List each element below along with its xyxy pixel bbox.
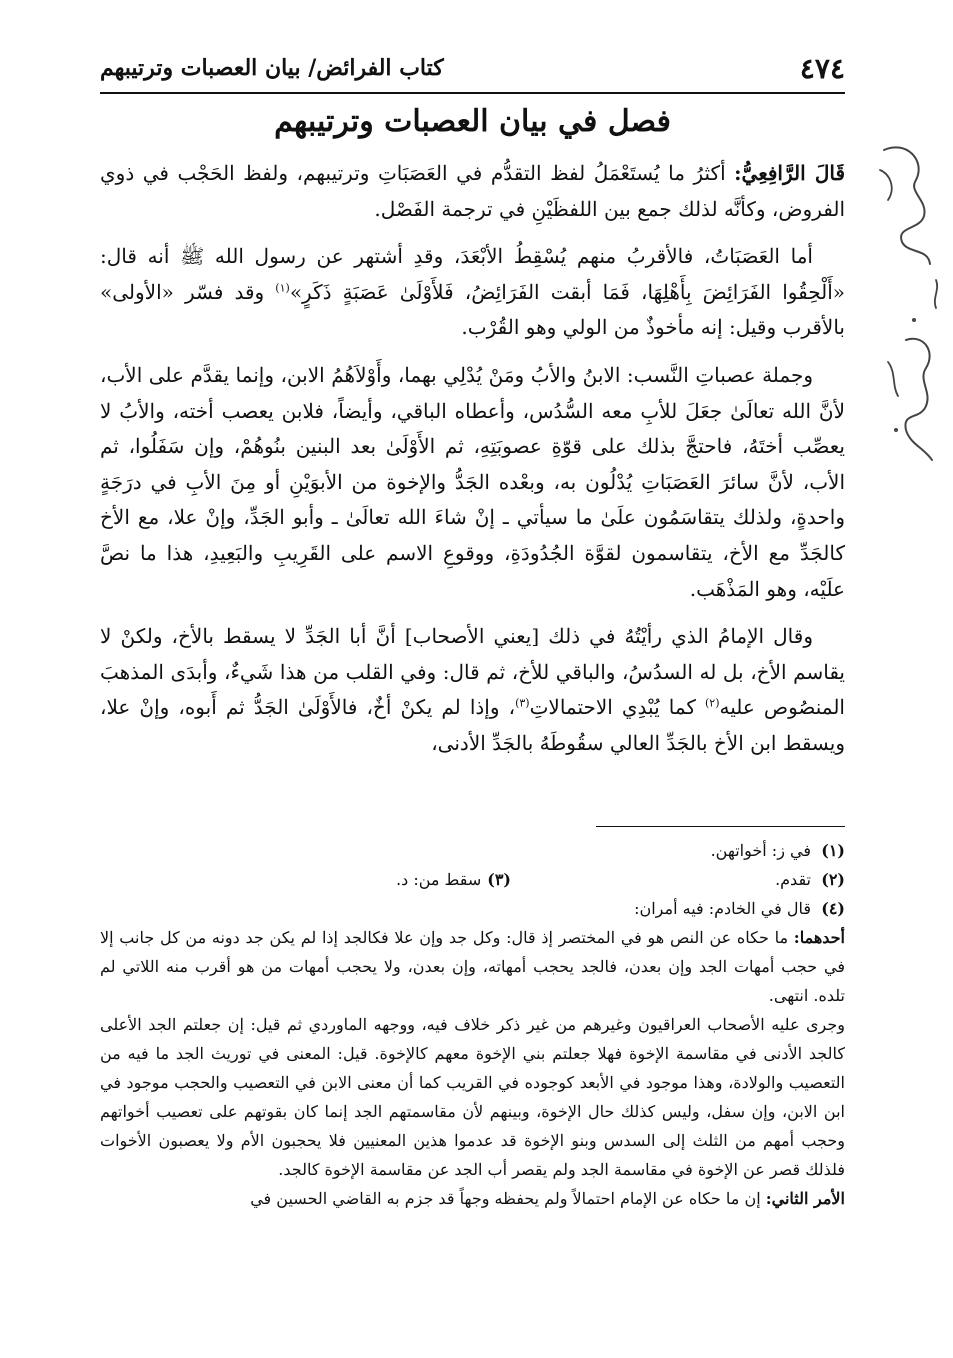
first-matter-label: أحدهما: xyxy=(793,928,845,947)
footnote-4-paragraph-2: وجرى عليه الأصحاب العراقيون وغيرهم من غير ذكر خلاف فيه، ووجهه الماوردي ثم قيل: إن جعلتم الجد الأعلى كالجد الأدنى في مقاسمة الإخوة فهلا جعلتم بني الإخوة معهم كالإخوة. قيل: المعنى في توريث الجد ما فيه من التعصيب والولادة، وهذا موجود في الأبعد كوجوده في القريب كما أن معنى الابن في التعصيب والحجب موجود في ابن الابن، وإن سفل، وليس كذلك حال الإخوة، وبينهم لأن مقاسمتهم الجد إنما كان بقوتهم على تعصيب أخواتهم وحجب أمهم من الثلث إلى السدس وبنو الإخوة قد عدموا هذين المعنيين فلا يحجبون الأم ولا يعصبون الأخوات فلذلك قصر عن الإخوة في مقاسمة الجد ولم يقصر أب الجد عن مقاسمة الإخوة كالجد. xyxy=(100,1015,845,1179)
paragraph-2-text-a: أما العَصَبَاتُ، فالأقربُ منهم يُسْقِطُ الأبْعَدَ، وقدِ أشتهر عن رسول الله ﷺ أنه قال: «أَلْحِقُوا الفَرَائِضَ بِأَهْلِهَا، فَمَا أبقت الفَرَائِضُ، فَلأَوْلَىٰ عَصَبَةٍ ذَكَرٍ» xyxy=(100,244,845,304)
running-title: كتاب الفرائض/ بيان العصبات وترتيبهم xyxy=(100,55,444,81)
footnote-2-3-row xyxy=(100,865,845,894)
handwriting-scribble-icon xyxy=(866,130,946,470)
footnote-ref-3: (٣) xyxy=(515,696,530,710)
chapter-title: فصل في بيان العصبات وترتيبهم xyxy=(274,104,671,139)
paragraph-1 xyxy=(100,156,845,227)
second-matter-text: إن ما حكاه عن الإمام احتمالاً ولم يحفظه وجهاً قد جزم به القاضي الحسين في xyxy=(250,1189,761,1208)
footnote-4-second-matter xyxy=(100,1184,845,1213)
paragraph-3: وجملة عصباتِ النَّسب: الابنُ والأبُ ومَنْ يُدْلِي بهما، وأَوْلاَهُمُ الابن، وإنما يقدَّم على الأب، لأنَّ الله تعالَىٰ جعَلَ للأبِ معه السُّدُس، وأعطاه الباقي، وأيضاً، فلابن يعصب أخته، والأبُ لا يعصِّب أختَهُ، فاحتجَّ بذلك على قوّةِ عصوبَتِهِ، ثم الأَوْلَىٰ بعد البنين بنُوهُمْ، وإن سَفَلُوا، ثم الأب، لأنَّ سائرَ العَصَبَاتِ يُدْلُون به، وبعْده الجَدُّ والإخوة من الأبوَيْنِ أو مِنَ الأبِ في درَجَةٍ واحدةٍ، ولذلك يتقاسَمُون علَىٰ ما سيأتي ـ إنْ شاءَ الله تعالَىٰ ـ وأبو الجَدِّ، وإنْ علا، مع الأخ كالجَدِّ مع الأخ، يتقاسمون لقوَّة الجُدُودَةِ، ووقوعِ الاسم على القَرِيبِ والبَعِيدِ، هذا ما نصَّ علَيْه، وهو المَذْهَب. xyxy=(100,362,845,601)
footnote-divider xyxy=(596,826,845,827)
footnote-ref-2: (٢) xyxy=(704,696,720,710)
footnote-text: قال في الخادم: فيه أمران: xyxy=(634,899,811,918)
main-text xyxy=(100,156,845,774)
footnote-1 xyxy=(100,836,845,865)
running-header xyxy=(100,44,845,94)
paragraph-4 xyxy=(100,619,845,761)
footnote-number: (٢) xyxy=(821,870,845,889)
paragraph-4-text-b: كما يُبْدِي الاحتمالاتِ xyxy=(529,695,705,720)
paragraph-2 xyxy=(100,239,845,346)
speaker-label: قَالَ الرَّافِعِيُّ: xyxy=(734,161,845,185)
paragraph-2-text-b: وقد فسّر «الأولى» بالأقرب وقيل: إنه مأخوذٌ من الولي وهو القُرْب. xyxy=(100,279,845,340)
paragraph-4-text-c: ، وإذا لم يكنْ أخٌ، فالأَوْلَىٰ الجَدُّ ثم أَبوه، وإنْ علا، ويسقط ابن الأخ بالجَدِّ العالي سقُوطَهُ بالجَدِّ الأدنى، xyxy=(100,695,845,755)
footnote-4 xyxy=(100,894,845,923)
footnote-ref-1: (١) xyxy=(275,281,290,295)
page-number: ٤٧٤ xyxy=(799,51,845,85)
footnote-text: تقدم. xyxy=(775,870,811,889)
footnote-number: (٤) xyxy=(821,899,845,918)
footnote-number: (١) xyxy=(821,841,845,860)
paragraph-1-text: أكثرُ ما يُستَعْمَلُ لفظ التقدُّم في العَصَبَاتِ وترتيبهم، ولفظ الحَجْب في ذوي الفروض، وكأنَّه لذلك جمع بين اللفظَيْنِ في ترجمة الفَصْل. xyxy=(100,161,845,221)
handwritten-margin-note xyxy=(866,130,946,470)
footnote-text: في ز: أخواتهن. xyxy=(710,841,811,860)
footnote-number: (٣) xyxy=(487,870,511,889)
footnote-text: سقط من: د. xyxy=(396,870,482,889)
first-matter-text: ما حكاه عن النص هو في المختصر إذ قال: وكل جد وإن علا فكالجد إذا لم يكن جد دونه من كل جانب إلا في حجب أمهات الجد وإن بعدن، فالجد يحجب أمهاته، وإن بعدن، ولا يحجب أمهات من هو أقرب منه اللاتي لم تلده. انتهى. xyxy=(100,928,846,1005)
second-matter-label: الأمر الثاني: xyxy=(765,1189,845,1208)
paragraph-4-text-a: وقال الإمامُ الذي رأيْتُهُ في ذلك [يعني الأصحاب] أنَّ أبا الجَدِّ لا يسقط بالأخ، ولكنْ لا يقاسم الأخ، بل له السدُسُ، والباقي للأخ، ثم قال: وفي القلب من هذا شَيءٌ، وأبدَى المذهبَ المنصُوص عليه xyxy=(100,624,845,720)
footnotes xyxy=(100,836,845,1213)
footnote-4-first-matter xyxy=(100,923,845,1010)
